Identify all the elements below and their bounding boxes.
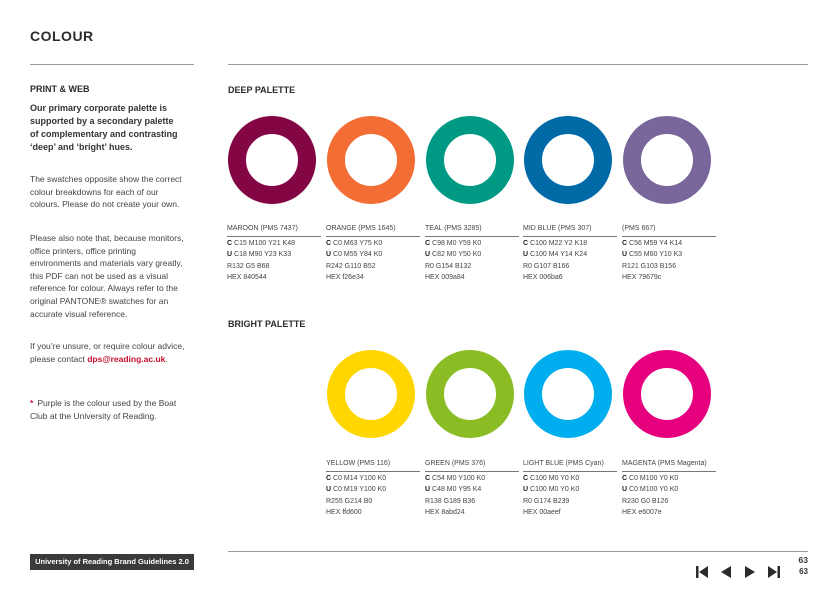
page-title: COLOUR [30,28,94,44]
coated-label: C [326,474,332,482]
colour-name: ORANGE (PMS 1645) [326,223,420,237]
coated-cmyk: C56 M59 Y4 K14 [629,239,683,247]
brand-guidelines-badge: University of Reading Brand Guidelines 2.0 [30,554,194,570]
uncoated-values [523,484,617,496]
coated-label: C [622,239,628,247]
colour-name: MID BLUE (PMS 307) [523,223,617,237]
colour-name: MAROON (PMS 7437) [227,223,321,237]
coated-values [326,473,420,485]
hex-value: HEX 79679c [622,274,662,281]
uncoated-cmyk: C0 M55 Y84 K0 [333,251,383,258]
coated-values [523,473,617,485]
coated-cmyk: C98 M0 Y59 K0 [432,239,482,247]
colour-swatch-ring [426,350,514,438]
right-divider [228,64,808,65]
coated-values [523,238,617,250]
coated-cmyk: C0 M14 Y100 K0 [333,474,387,482]
bright-palette-heading: BRIGHT PALETTE [228,319,306,329]
footnote [30,397,180,422]
colour-swatch-ring [327,350,415,438]
first-page-icon[interactable] [695,565,709,579]
coated-cmyk: C54 M0 Y100 K0 [432,474,486,482]
coated-values [227,238,321,250]
uncoated-cmyk: C48 M0 Y95 K4 [432,486,482,493]
colour-swatch-ring [524,116,612,204]
uncoated-values [425,484,519,496]
intro-text: Our primary corporate palette is supported by a secondary palette of complementary and contrasting ‘deep’ and ‘bright’ hues. [30,103,178,152]
prev-page-icon[interactable] [719,565,733,579]
coated-values [425,473,519,485]
colour-name: (PMS 667) [622,223,716,237]
rgb-values: R132 G5 B68 [227,262,270,270]
rgb-values: R0 G107 B166 [523,262,570,270]
coated-cmyk: C100 M22 Y2 K18 [530,239,588,247]
coated-cmyk: C0 M100 Y0 K0 [629,474,679,482]
uncoated-label: U [425,486,431,493]
hex-value: HEX ffd600 [326,509,362,516]
colour-swatch-ring [426,116,514,204]
colour-name: YELLOW (PMS 116) [326,458,420,472]
coated-label: C [425,239,431,247]
coated-label: C [523,239,529,247]
uncoated-label: U [523,486,529,493]
uncoated-cmyk: C100 M0 Y0 K0 [530,486,580,493]
uncoated-label: U [425,251,431,258]
hex-value: HEX 8abd24 [425,509,465,516]
uncoated-values [227,249,321,261]
coated-cmyk: C100 M0 Y0 K0 [530,474,580,482]
colour-swatch-ring [623,116,711,204]
footnote-text: Purple is the colour used by the Boat Club at the University of Reading. [30,398,177,421]
hex-value: HEX 009a84 [425,274,465,281]
coated-values [622,473,716,485]
uncoated-values [425,249,519,261]
colour-breakdown [227,223,321,284]
colour-breakdown [425,458,519,519]
uncoated-cmyk: C82 M0 Y50 K0 [432,251,482,258]
coated-values [425,238,519,250]
colour-breakdown [622,223,716,284]
rgb-values: R138 G189 B36 [425,497,476,505]
uncoated-values [523,249,617,261]
colour-name: TEAL (PMS 3285) [425,223,519,237]
colour-breakdown [523,458,617,519]
contact-email-link[interactable]: dps@reading.ac.uk [87,353,166,364]
uncoated-values [326,249,420,261]
uncoated-label: U [326,486,332,493]
colour-name: LIGHT BLUE (PMS Cyan) [523,458,617,472]
paragraph-swatches: The swatches opposite show the correct colour breakdowns for each of our colours. Please do not create your own. [30,174,182,210]
coated-label: C [622,474,628,482]
colour-name: GREEN (PMS 376) [425,458,519,472]
coated-cmyk: C15 M100 Y21 K48 [234,239,295,247]
coated-values [622,238,716,250]
coated-label: C [523,474,529,482]
colour-breakdown [523,223,617,284]
uncoated-cmyk: C18 M90 Y23 K33 [234,251,292,258]
hex-value: HEX f26e34 [326,274,364,281]
next-page-icon[interactable] [743,565,757,579]
hex-value: HEX 006ba6 [523,274,563,281]
rgb-values: R0 G154 B132 [425,262,472,270]
coated-label: C [326,239,332,247]
uncoated-label: U [622,486,628,493]
last-page-icon[interactable] [767,565,781,579]
colour-breakdown [622,458,716,519]
rgb-values: R0 G174 B239 [523,497,570,505]
rgb-values: R230 G0 B126 [622,497,669,505]
coated-cmyk: C0 M63 Y75 K0 [333,239,383,247]
uncoated-label: U [523,251,529,258]
uncoated-cmyk: C55 M60 Y10 K3 [629,251,683,258]
rgb-values: R255 G214 B0 [326,497,373,505]
footer-divider [228,551,808,552]
rgb-values: R121 G103 B156 [622,262,677,270]
uncoated-label: U [622,251,628,258]
uncoated-cmyk: C0 M19 Y100 K0 [333,486,387,493]
left-divider [30,64,194,65]
coated-values [326,238,420,250]
colour-name: MAGENTA (PMS Magenta) [622,458,716,472]
colour-breakdown [326,458,420,519]
deep-palette-heading: DEEP PALETTE [228,85,296,95]
footnote-star: * [30,398,34,408]
uncoated-values [622,249,716,261]
hex-value: HEX 00aeef [523,509,561,516]
colour-swatch-ring [327,116,415,204]
section-heading: PRINT & WEB [30,84,90,94]
paragraph-reference: Please also note that, because monitors, office printers, office printing environments and materials vary greatly, this PDF can not be used as a visual reference for colour. Always refer to the original PANTONE® swatches for an accurate visual reference. [30,233,184,319]
contact-text: If you’re unsure, or require colour advice, please contact [30,341,185,364]
page-total: 63 [799,567,808,576]
uncoated-label: U [326,251,332,258]
hex-value: HEX e6007e [622,509,662,516]
uncoated-values [326,484,420,496]
coated-label: C [425,474,431,482]
uncoated-label: U [227,251,233,258]
colour-breakdown [425,223,519,284]
page-number: 63 [798,555,808,565]
colour-swatch-ring [623,350,711,438]
colour-breakdown [326,223,420,284]
colour-swatch-ring [228,116,316,204]
coated-label: C [227,239,233,247]
uncoated-cmyk: C0 M100 Y0 K0 [629,486,679,493]
uncoated-values [622,484,716,496]
paragraph-contact [30,340,185,365]
uncoated-cmyk: C100 M4 Y14 K24 [530,251,588,258]
hex-value: HEX 840544 [227,274,267,281]
colour-swatch-ring [524,350,612,438]
contact-period: . [165,353,168,364]
rgb-values: R242 G110 B52 [326,262,376,270]
